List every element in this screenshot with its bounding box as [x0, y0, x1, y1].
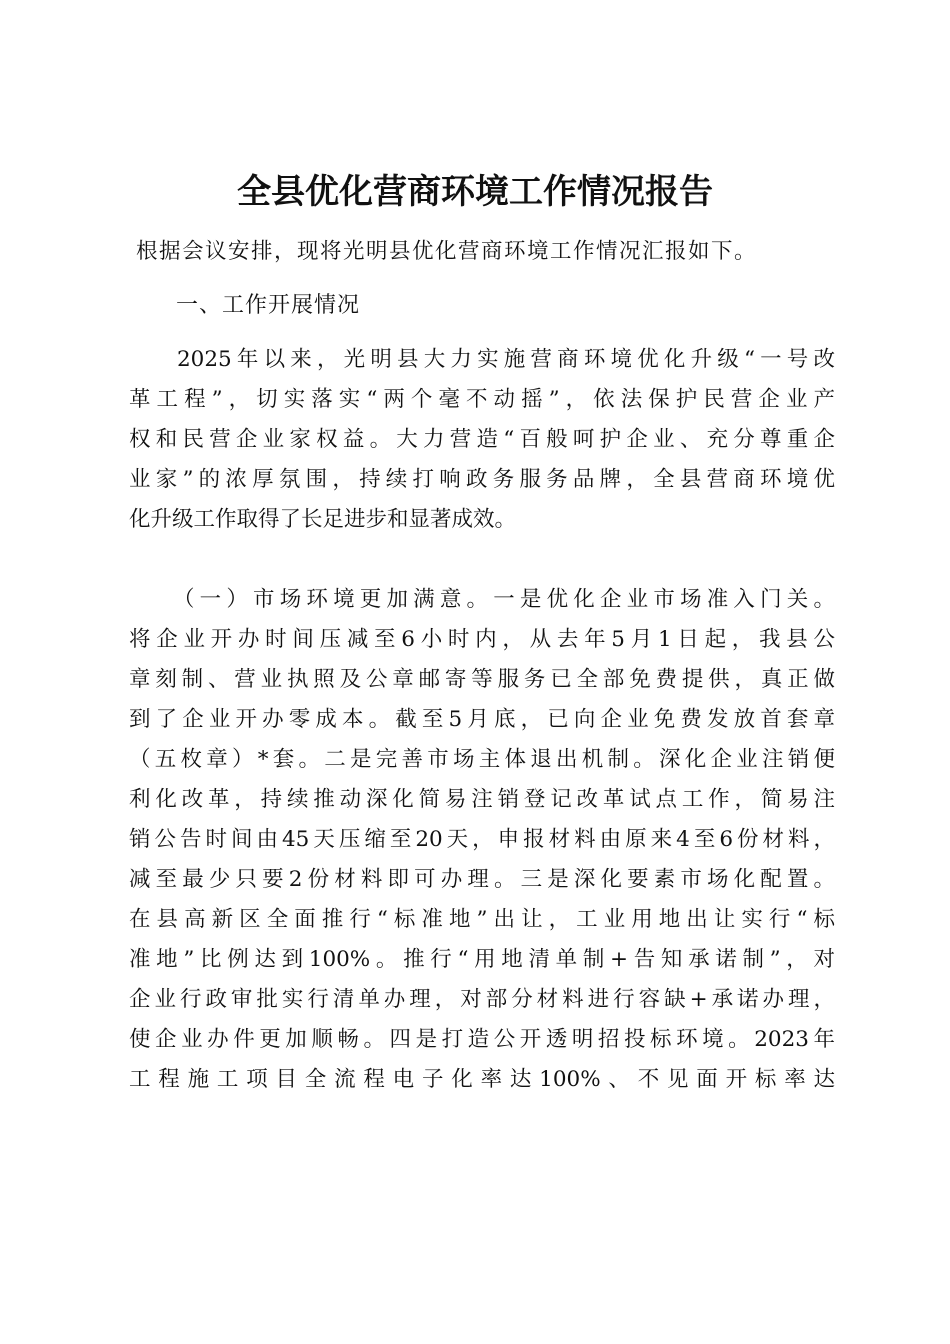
text-line: 减至最少只要2份材料即可办理。三是深化要素市场化配置。 [129, 867, 835, 892]
text-line: （一）市场环境更加满意。一是优化企业市场准入门关。 [173, 587, 835, 612]
text-line: （五枚章）*套。二是完善市场主体退出机制。深化企业注销便 [129, 747, 835, 772]
text-line: 准地”比例达到100%。推行“用地清单制+告知承诺制”，对 [129, 947, 835, 972]
text-line: 革工程”，切实落实“两个毫不动摇”，依法保护民营企业产 [129, 387, 835, 412]
intro-paragraph: 根据会议安排，现将光明县优化营商环境工作情况汇报如下。 [136, 239, 758, 264]
text-line: 工程施工项目全流程电子化率达100%、不见面开标率达 [129, 1067, 835, 1092]
section-heading: 一、工作开展情况 [176, 293, 361, 318]
document-title: 全县优化营商环境工作情况报告 [237, 172, 713, 212]
text-line: 化升级工作取得了长足进步和显著成效。 [129, 507, 517, 532]
text-line: 使企业办件更加顺畅。四是打造公开透明招投标环境。2023年 [129, 1027, 835, 1052]
text-line: 权和民营企业家权益。大力营造“百般呵护企业、充分尊重企 [129, 427, 835, 452]
text-line: 将企业开办时间压减至6小时内，从去年5月1日起，我县公 [129, 627, 835, 652]
text-line: 企业行政审批实行清单办理，对部分材料进行容缺+承诺办理， [129, 987, 835, 1012]
text-line: 2025年以来，光明县大力实施营商环境优化升级“一号改 [177, 347, 835, 372]
text-line: 利化改革，持续推动深化简易注销登记改革试点工作，简易注 [129, 787, 835, 812]
text-line: 章刻制、营业执照及公章邮寄等服务已全部免费提供，真正做 [129, 667, 835, 692]
text-line: 销公告时间由45天压缩至20天，申报材料由原来4至6份材料， [129, 827, 835, 852]
text-line: 业家”的浓厚氛围，持续打响政务服务品牌，全县营商环境优 [129, 467, 835, 492]
text-line: 到了企业开办零成本。截至5月底，已向企业免费发放首套章 [129, 707, 835, 732]
paragraph-market-environment [129, 580, 835, 1100]
text-line: 在县高新区全面推行“标准地”出让，工业用地出让实行“标 [129, 907, 835, 932]
paragraph-work-overview [129, 340, 835, 540]
